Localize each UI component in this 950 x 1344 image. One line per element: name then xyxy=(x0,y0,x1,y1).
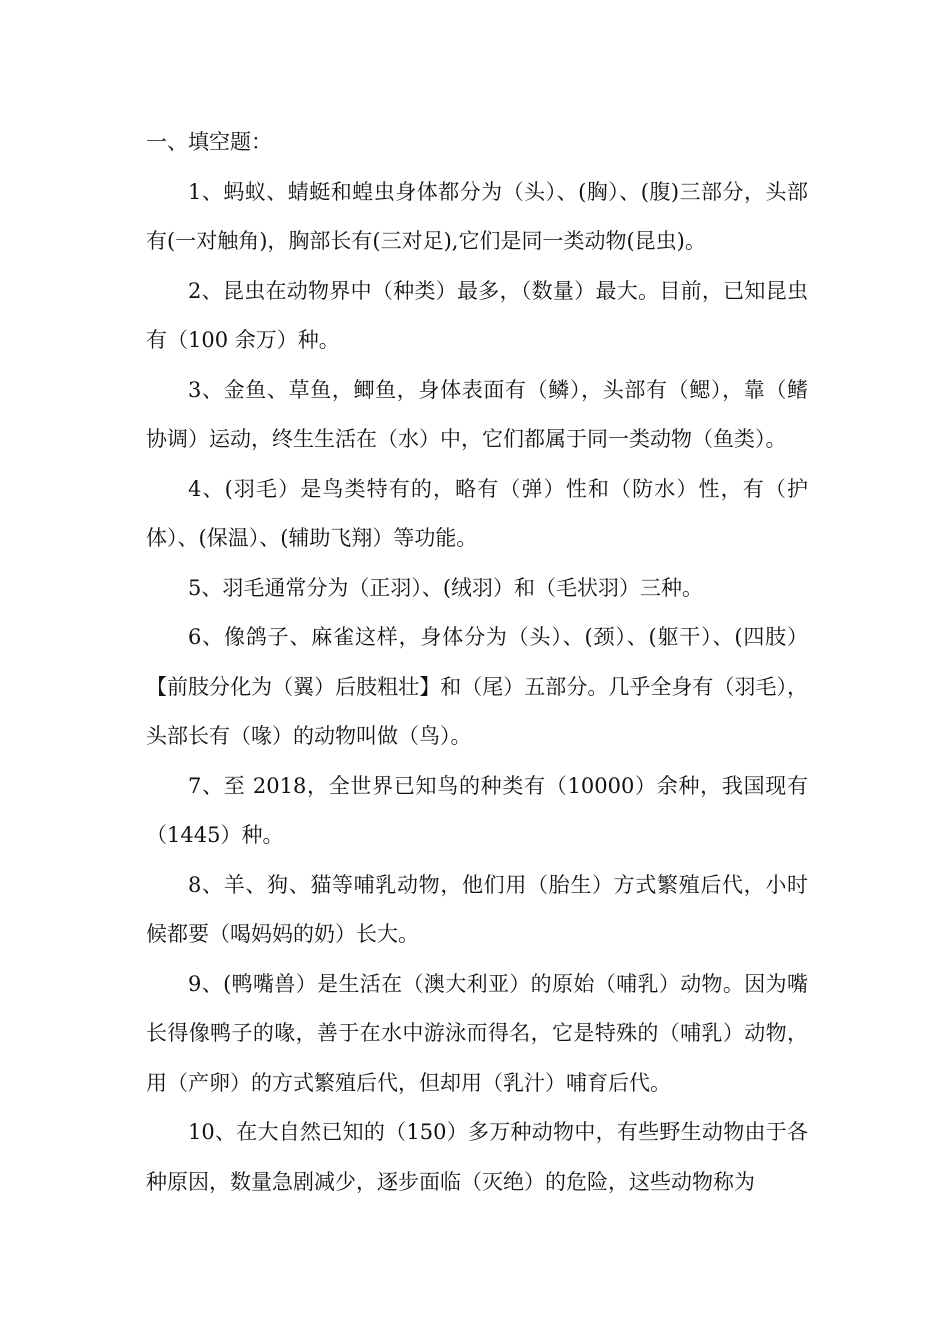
question-item-6: 6、像鸽子、麻雀这样，身体分为（头）、(颈）、(躯干）、(四肢）【前肢分化为（翼）后肢粗壮】和（尾）五部分。几乎全身有（羽毛），头部长有（喙）的动物叫做（鸟）。 xyxy=(146,625,808,748)
question-item-3: 3、金鱼、草鱼，鲫鱼，身体表面有（鳞），头部有（鳃），靠（鳍协调）运动，终生生活在（水）中，它们都属于同一类动物（鱼类）。 xyxy=(146,377,808,451)
question-item-4: 4、(羽毛）是鸟类特有的，略有（弹）性和（防水）性，有（护体）、(保温）、(辅助飞翔）等功能。 xyxy=(146,476,808,550)
question-item-10: 10、在大自然已知的（150）多万种动物中，有些野生动物由于各种原因，数量急剧减少，逐步面临（灭绝）的危险，这些动物称为 xyxy=(146,1120,808,1194)
question-item-2: 2、昆虫在动物界中（种类）最多，（数量）最大。目前，已知昆虫有（100 余万）种。 xyxy=(146,278,808,352)
question-item-8: 8、羊、狗、猫等哺乳动物，他们用（胎生）方式繁殖后代，小时候都要（喝妈妈的奶）长大。 xyxy=(146,872,808,946)
question-item-7: 7、至 2018，全世界已知鸟的种类有（10000）余种，我国现有（1445）种。 xyxy=(146,773,808,847)
question-item-5: 5、羽毛通常分为（正羽）、(绒羽）和（毛状羽）三种。 xyxy=(188,575,704,600)
question-item-1: 1、蚂蚁、蜻蜓和蝗虫身体都分为（头）、(胸）、(腹)三部分，头部有(一对触角)，胸部长有(三对足),它们是同一类动物(昆虫)。 xyxy=(146,179,808,253)
question-item-9: 9、(鸭嘴兽）是生活在（澳大利亚）的原始（哺乳）动物。因为嘴长得像鸭子的喙，善于在水中游泳而得名，它是特殊的（哺乳）动物，用（产卵）的方式繁殖后代，但却用（乳汁）哺育后代。 xyxy=(146,971,808,1095)
document-page xyxy=(146,118,808,1207)
section-title: 一、填空题： xyxy=(146,130,272,154)
